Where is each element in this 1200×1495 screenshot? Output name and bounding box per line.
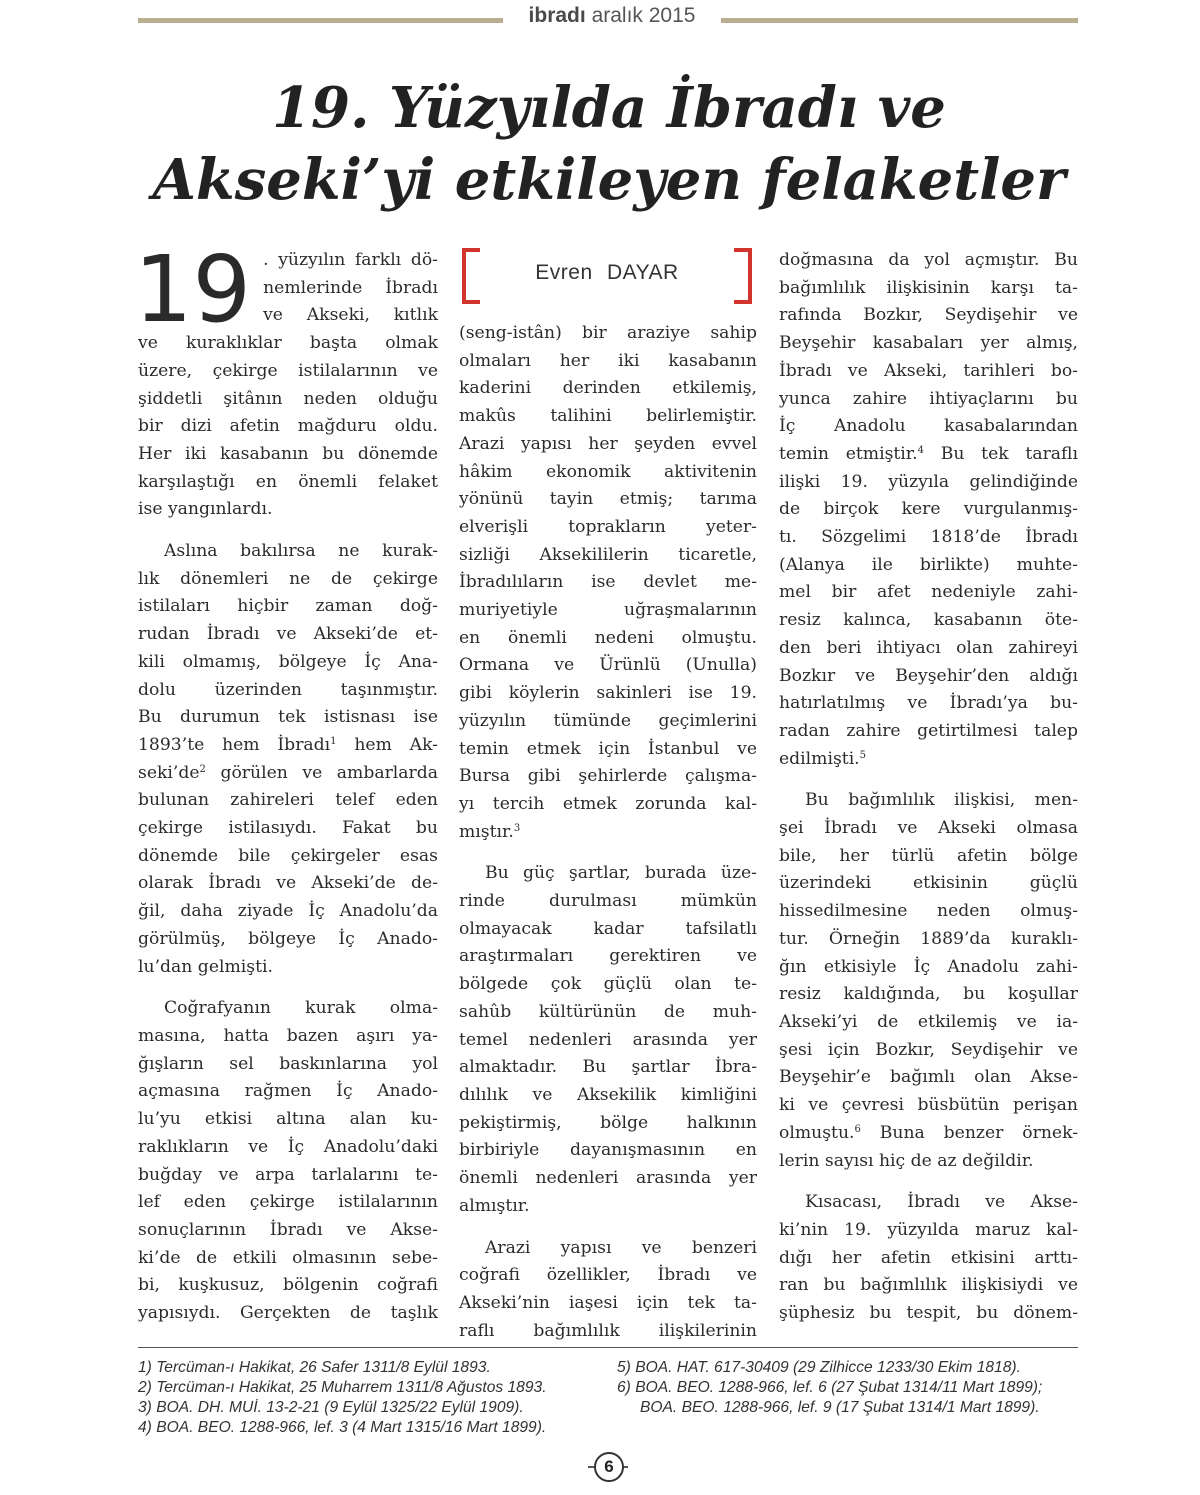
col3-line: (Alanya ile birlikte) muhte-: [779, 554, 1078, 575]
col2-line: pekiştirmiş, bölge halkının: [459, 1112, 757, 1133]
column-2: [459, 320, 757, 1345]
author-last-name: DAYAR: [606, 261, 679, 284]
bracket-right: [734, 248, 752, 304]
col1-line: bi, kuşkusuz, bölgenin coğrafi: [138, 1275, 438, 1296]
col1-line: bir dizi afetin mağduru oldu.: [138, 416, 438, 437]
col2-line: birbiriyle dayanışmasının en: [459, 1140, 757, 1161]
col1-line: lık dönemleri ne de çekirge: [138, 568, 438, 589]
footnote-ref-2: 2: [199, 763, 206, 775]
col3-line: [779, 746, 1078, 774]
col1-line: Aslına bakılırsa ne kurak-: [164, 541, 438, 562]
col3-line: bağımlılık ilişkisinin karşı ta-: [779, 277, 1078, 298]
footnote-divider: [138, 1347, 1078, 1348]
col3-line: resiz kaldığında, bu koşullar: [779, 984, 1078, 1005]
col3-line: Akseki’yi de etkilemiş ve ia-: [779, 1011, 1078, 1032]
col1-line: rudan İbradı ve Akseki’de et-: [138, 624, 438, 645]
col3-line: doğmasına da yol açmıştır. Bu: [779, 250, 1078, 270]
col1-line: ğışların sel baskınlarına yol: [138, 1053, 438, 1074]
col1-line: olarak İbradı ve Akseki’de de-: [138, 873, 438, 894]
col3-line: Kısacası, İbradı ve Akse-: [805, 1192, 1078, 1213]
col1-line: dönemde bile çekirgeler esas: [138, 845, 438, 866]
col1-line: ki’de de etkili olmasının sebe-: [138, 1247, 438, 1268]
col2-line: temin etmek için İstanbul ve: [459, 738, 757, 759]
column-3: [779, 247, 1078, 1328]
col1-line: lef eden çekirge istilalarının: [138, 1192, 438, 1213]
col3-line-part: Bu tek taraflı: [940, 443, 1079, 464]
col2-line: Arazi yapısı ve benzeri: [485, 1237, 757, 1258]
col2-line: Akseki’nin iaşesi için tek ta-: [459, 1292, 757, 1313]
col1-line-part: 1893’te hem İbradı: [138, 734, 331, 755]
footnote-5: 5) BOA. HAT. 617-30409 (29 Zilhicce 1233/30 Ekim 1818).: [617, 1359, 1021, 1376]
col3-line: şüphesiz bu tespit, bu dönem-: [779, 1303, 1078, 1324]
col2-line: almaktadır. Bu şartlar İbra-: [459, 1057, 757, 1078]
col3-line: tı. Sözgelimi 1818’de İbradı: [779, 527, 1078, 548]
author-name: [462, 261, 752, 285]
col3-line: İbradı ve Akseki, tarihleri bo-: [779, 360, 1078, 381]
col2-line: rinde durulması mümkün: [459, 891, 757, 912]
col2-line: Bursa gibi şehirlerde çalışma-: [459, 766, 757, 787]
col1-line: lu’dan gelmişti.: [138, 956, 273, 977]
header-rule-right: [721, 18, 1078, 23]
col2-line: yı tercih etmek zorunda kal-: [459, 793, 757, 814]
col3-line: ki ve çevresi büsbütün perişan: [779, 1095, 1078, 1116]
footnote-ref-6: 6: [854, 1123, 861, 1135]
col1-line: buğday ve arpa tarlalarını te-: [138, 1164, 438, 1185]
col3-line: bile, her türlü afetin bölge: [779, 845, 1078, 866]
col1-line: ve Akseki, kıtlık: [263, 305, 438, 326]
page-number: [588, 1447, 628, 1487]
col2-line: olmayacak kadar tafsilatlı: [459, 918, 757, 939]
footnote-6-continued: BOA. BEO. 1288-966, lef. 9 (17 Şubat 1314/1 Mart 1899).: [640, 1399, 1040, 1416]
col3-line: den beri ihtiyacı olan zahireyi: [779, 637, 1078, 658]
page-number-circle: 6: [594, 1452, 624, 1482]
col3-line: ran bu bağımlılık ilişkisiydi ve: [779, 1275, 1078, 1296]
col2-line: sizliği Aksekililerin ticaretle,: [459, 544, 757, 565]
col3-line: radan zahire getirtilmesi talep: [779, 720, 1078, 741]
col2-line: bölgede çok güçlü olan te-: [459, 974, 757, 995]
col1-line: görülmüş, bölgeye İç Anado-: [138, 928, 438, 949]
col3-line: şesi için Bozkır, Seydişehir ve: [779, 1039, 1078, 1060]
col3-line: tur. Örneğin 1889’da kuraklı-: [779, 928, 1078, 949]
col3-line: lerin sayısı hiç de az değildir.: [779, 1150, 1034, 1171]
col3-line: hissedilmesine neden olmuş-: [779, 901, 1078, 922]
col1-line: istilaları hiçbir zaman doğ-: [138, 596, 438, 617]
col3-line: hatırlatılmış ve İbradı’ya bu-: [779, 693, 1078, 714]
col2-line: olmaları her iki kasabanın: [459, 350, 757, 371]
col3-line: ğın etkisiyle İç Anadolu zahi-: [779, 956, 1078, 977]
author-box: [462, 248, 752, 300]
col2-line: elverişli toprakların yeter-: [459, 516, 757, 537]
col1-line: [138, 760, 438, 788]
col1-line: karşılaştığı en önemli felaket: [138, 471, 438, 492]
col1-line: sonuçlarının İbradı ve Akse-: [138, 1219, 438, 1240]
issue-date: aralık 2015: [591, 4, 696, 27]
col2-line: yüzyılın tümünde geçimlerini: [459, 710, 757, 731]
footnote-ref-5: 5: [859, 749, 867, 761]
col1-line: açmasına rağmen İç Anado-: [138, 1081, 438, 1102]
col2-line: [459, 819, 757, 847]
col2-line: temel nedenleri arasında yer: [459, 1029, 757, 1050]
col3-line: rafında Bozkır, Seydişehir ve: [779, 305, 1078, 326]
col1-line: ise yangınlardı.: [138, 499, 273, 520]
col3-line: dığı her afetin etkisini arttı-: [779, 1247, 1078, 1268]
column-1: [134, 236, 438, 1328]
col1-line: [138, 732, 438, 760]
col3-line: ilişki 19. yüzyıla gelindiğinde: [779, 471, 1078, 492]
col1-line: kili olmamış, bölgeye İç Ana-: [138, 651, 438, 672]
footnote-ref-1: 1: [330, 735, 337, 747]
col1-line: . yüzyılın farklı dö-: [263, 250, 438, 270]
col1-line: dolu üzerinden taşınmıştır.: [138, 679, 438, 700]
col2-line: Bu güç şartlar, burada üze-: [485, 863, 757, 884]
col2-line: en önemli nedeni olmuştu.: [459, 627, 757, 648]
title-line-1: 19. Yüzyılda İbradı ve: [272, 75, 946, 141]
author-first-name: Evren: [535, 261, 593, 284]
title-line-2: Akseki’yi etkileyen felaketler: [152, 147, 1066, 213]
col1-line: ğil, daha ziyade İç Anadolu’da: [138, 901, 438, 922]
col2-line: raflı bağımlılık ilişkilerinin: [459, 1320, 757, 1341]
footnote-4: 4) BOA. BEO. 1288-966, lef. 3 (4 Mart 1315/16 Mart 1899).: [138, 1419, 547, 1436]
col1-line: masına, hatta bazen aşırı ya-: [138, 1025, 438, 1046]
col2-line: araştırmaları gerektiren ve: [459, 946, 757, 967]
col3-line: [779, 1120, 1078, 1148]
footnote-6: 6) BOA. BEO. 1288-966, lef. 6 (27 Şubat 1314/11 Mart 1899);: [617, 1379, 1043, 1396]
col3-line: yunca zahire ihtiyaçlarını bu: [779, 388, 1078, 409]
col1-line: üzere, çekirge istilalarının ve: [138, 360, 438, 381]
col3-line-part: olmuştu.: [779, 1122, 855, 1143]
footnote-3: 3) BOA. DH. MUİ. 13-2-21 (9 Eylül 1325/22 Eylül 1909).: [138, 1399, 524, 1416]
col2-line: önemli nedenleri arasında yer: [459, 1168, 757, 1189]
col2-line: hâkim ekonomik aktivitenin: [459, 461, 757, 482]
col2-line: (seng-istân) bir araziye sahip: [459, 323, 757, 343]
col1-line: bulunan zahireleri telef eden: [138, 790, 438, 811]
col2-line: Arazi yapısı her şeyden evvel: [459, 433, 757, 454]
col3-line: de birçok kere vurgulanmış-: [779, 499, 1078, 520]
header-text: [503, 4, 721, 28]
footnotes-left: [138, 1358, 547, 1438]
col1-line: lu’yu etkisi altına alan ku-: [138, 1109, 438, 1130]
col2-line: İbradılıların ise devlet me-: [459, 572, 757, 593]
running-header: [138, 6, 1078, 30]
col2-line: almıştır.: [459, 1195, 530, 1216]
col3-line-part: Buna benzer örnek-: [879, 1122, 1078, 1143]
col2-line-part: mıştır.: [459, 821, 514, 842]
col2-line: gibi köylerin sakinleri ise 19.: [459, 683, 757, 704]
col1-line: şiddetli şitânın neden olduğu: [138, 388, 438, 409]
col3-line: üzerindeki etkisinin güçlü: [779, 873, 1078, 894]
col2-line: yönünü tayin etmiş; tarıma: [459, 489, 757, 510]
col3-line-part: edilmişti.: [779, 748, 860, 769]
col1-line: ve kuraklıklar başta olmak: [138, 333, 438, 354]
col1-line: Coğrafyanın kurak olma-: [164, 998, 438, 1019]
col3-line: resiz kalınca, kasabanın öte-: [779, 610, 1078, 631]
col3-line: şei İbradı ve Akseki olmasa: [779, 818, 1078, 839]
article-title: [100, 72, 1118, 216]
col1-line: yapısıydı. Gerçekten de taşlık: [138, 1303, 438, 1324]
col2-line: dılılık ve Aksekilik kimliğini: [459, 1084, 757, 1105]
col3-line: İç Anadolu kasabalarından: [779, 416, 1078, 437]
col1-line-part: seki’de: [138, 762, 200, 783]
col1-line: çekirge istilasıydı. Fakat bu: [138, 818, 438, 839]
col3-line: ki’nin 19. yüzyılda maruz kal-: [779, 1219, 1078, 1240]
drop-cap: 19: [134, 236, 252, 343]
col2-line: muriyetiyle uğraşmalarının: [459, 600, 757, 621]
footnote-ref-4: 4: [917, 444, 924, 456]
col3-line: Bozkır ve Beyşehir’den aldığı: [779, 665, 1078, 686]
col1-line: Her iki kasabanın bu dönemde: [138, 443, 438, 464]
col1-line: Bu durumun tek istisnası ise: [138, 707, 438, 728]
footnote-2: 2) Tercüman-ı Hakikat, 25 Muharrem 1311/8 Ağustos 1893.: [138, 1379, 547, 1396]
header-rule-left: [138, 18, 503, 23]
col1-line-part: hem Ak-: [354, 734, 438, 755]
col3-line: Bu bağımlılık ilişkisi, men-: [805, 790, 1078, 811]
col3-line: [779, 441, 1078, 469]
magazine-name: ibradı: [528, 4, 586, 27]
footnote-1: 1) Tercüman-ı Hakikat, 26 Safer 1311/8 Eylül 1893.: [138, 1359, 491, 1376]
col3-line-part: temin etmiştir.: [779, 443, 918, 464]
col2-line: makûs talihini belirlemiştir.: [459, 406, 757, 427]
col3-line: Beyşehir kasabaları yer almış,: [779, 333, 1078, 354]
col3-line: mel bir afet nedeniyle zahi-: [779, 582, 1078, 603]
col3-line: Beyşehir’e bağımlı olan Akse-: [779, 1067, 1078, 1088]
col2-line: sahûb kültürünün de muh-: [459, 1001, 757, 1022]
col1-line-part: görülen ve ambarlarda: [220, 762, 438, 783]
footnotes-right: [617, 1358, 1042, 1418]
col2-line: kaderini derinden etkilemiş,: [459, 378, 757, 399]
col1-line: raklıkların ve İç Anadolu’daki: [138, 1136, 438, 1157]
footnote-ref-3: 3: [513, 822, 521, 834]
col2-line: coğrafi özellikler, İbradı ve: [459, 1265, 757, 1286]
col1-line: nemlerinde İbradı: [263, 277, 438, 298]
col2-line: Ormana ve Ürünlü (Unulla): [459, 655, 757, 676]
